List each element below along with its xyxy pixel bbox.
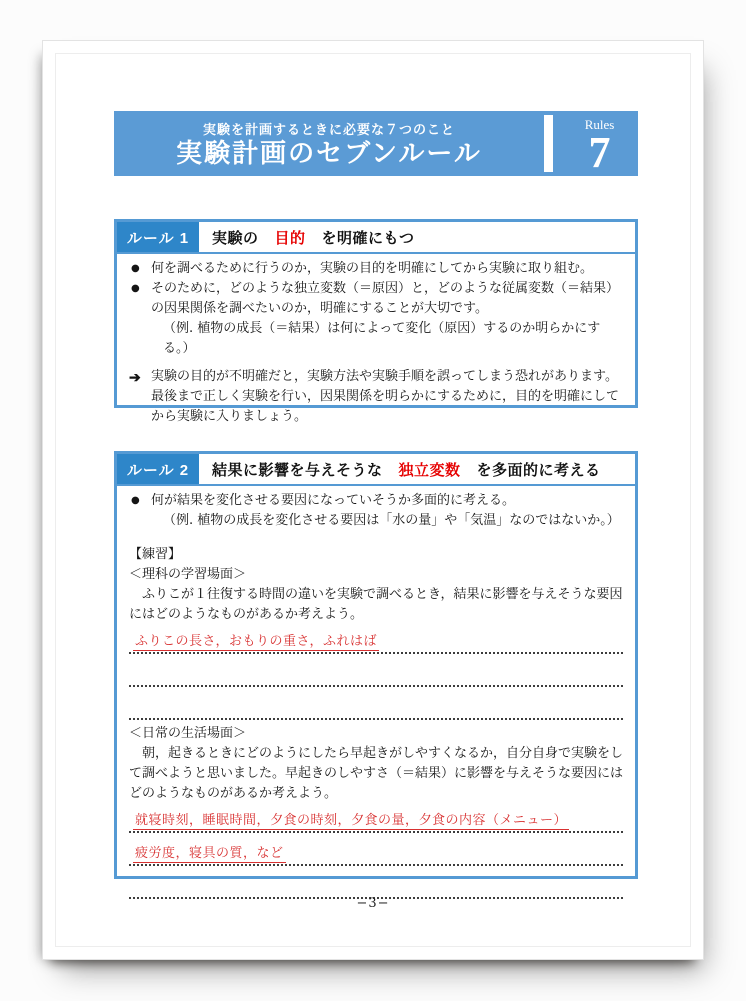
bullet-text: 何が結果を変化させる要因になっていそうか多面的に考える。: [151, 493, 516, 508]
badge-text: [567, 115, 632, 177]
badge-divider-bar: [544, 115, 553, 172]
note-item: [129, 367, 623, 427]
answer-text: [133, 683, 137, 684]
rule-1-title-highlight: 目的: [274, 229, 306, 247]
answer-line: [129, 625, 623, 654]
section-body-daily: 朝，起きるときにどのようにしたら早起きがしやすくなるか，自分自身で実験をして調べようと思いました。早起きのしやすさ（＝結果）に影響を与えそうな要因にはどのようなものがあるか考えよう。: [129, 746, 624, 801]
example-text: （例. 植物の成長を変化させる要因は「水の量」や「気温」なのではないか。）: [163, 513, 620, 528]
bullet-item: [129, 279, 623, 319]
bullet-item: [129, 491, 623, 511]
section-heading-science: ＜理科の学習場面＞: [129, 567, 247, 582]
bullet-text: そのために，どのような独立変数（＝原因）と，どのような従属変数（＝結果）の因果関係を調べたいのか，明確にすることが大切です。: [151, 281, 620, 316]
rule-2-body: [117, 486, 635, 899]
answer-line: [129, 687, 623, 720]
practice-label: 【練習】: [129, 547, 182, 562]
rule-1-title-post: を明確にもつ: [321, 229, 415, 247]
bullet-icon: ●: [131, 263, 140, 274]
rule-1-title-pre: 実験の: [212, 229, 259, 247]
answer-line: [129, 654, 623, 687]
example-text: （例. 植物の成長（＝結果）は何によって変化（原因）するのか明らかにする。）: [163, 321, 601, 356]
arrow-icon: ➔: [129, 369, 141, 385]
banner-main: [114, 111, 544, 176]
badge-label: Rules: [584, 117, 615, 132]
rule-2-title: [199, 454, 635, 484]
bullet-text: 何を調べるために行うのか，実験の目的を明確にしてから実験に取り組む。: [151, 261, 594, 276]
section-body-science: ふりこが１往復する時間の違いを実験で調べるとき，結果に影響を与えそうな要因にはどのようなものがあるか考えよう。: [129, 587, 623, 622]
answer-text: 疲労度，寝具の質，など: [135, 846, 284, 861]
answer-text: 就寝時刻，睡眠時間，夕食の時刻，夕食の量，夕食の内容（メニュー）: [135, 813, 568, 828]
rule-2-title-pre: 結果に影響を与えそうな: [212, 461, 383, 479]
page-number: −3−: [356, 896, 390, 911]
answer-text: ふりこの長さ，おもりの重さ，ふれはば: [135, 634, 377, 649]
rule-2-tab: ルール 2: [117, 454, 199, 484]
title-banner: [114, 111, 638, 176]
document-page: [42, 40, 704, 960]
bullet-icon: ●: [131, 495, 140, 506]
rule-1-title: [199, 222, 635, 252]
page-title: 実験計画のセブンルール: [176, 138, 482, 168]
rule-1-tab: ルール 1: [117, 222, 199, 252]
section-heading-daily: ＜日常の生活場面＞: [129, 726, 247, 741]
rule-1-box: [114, 219, 638, 424]
rule-2-title-post: を多面的に考える: [476, 461, 601, 479]
rules-badge: [544, 111, 638, 176]
rule-2-title-highlight: 独立変数: [398, 461, 461, 479]
rule-2-box: [114, 451, 638, 879]
rule-2-header: [117, 454, 635, 486]
note-text: 実験の目的が不明確だと，実験方法や実験手順を誤ってしまう恐れがあります。最後まで正しく実験を行い，因果関係を明らかにするために，目的を明確にしてから実験に入りましょう。: [151, 369, 620, 424]
bullet-item: [129, 259, 623, 279]
answer-line: [129, 804, 623, 833]
rule-1-header: [117, 222, 635, 254]
bullet-icon: ●: [131, 283, 140, 294]
rule-1-body: [117, 254, 635, 427]
banner-subtitle: 実験を計画するときに必要な７つのこと: [202, 122, 455, 137]
answer-line: [129, 833, 623, 866]
answer-text: [133, 716, 137, 717]
badge-number: 7: [588, 128, 611, 177]
answer-line: [129, 866, 623, 899]
